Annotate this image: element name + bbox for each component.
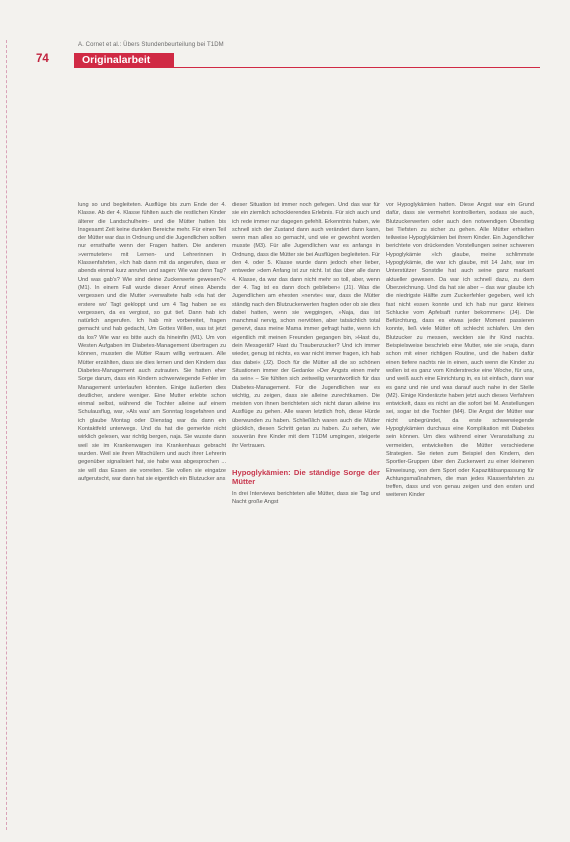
text-column-3 — [386, 201, 534, 500]
body-paragraph: lung so und begleiteten. Ausflüge bis zum Ende der 4. Klasse. Ab der 4. Klasse fühlten auch die restlichen Kinder älterer die Landschulheim- und die Mütter hatten bis Insgesamt Zeit keine dunklen Bereiche mehr. Für einen Teil der Mütter war das in Ordnung und die Jugendlichen sollten nur ernsthafte wenn der Fragen hatten. Die anderen »vermuteten« mit Lernen- und Lehrerinnen in Klassenfahrten, »Ich hab dann mit da angerufen, dass er abends einmal kurz anrufen und sagen: Wie war denn Tag? Und was gab's? Wie sind deine Zuckerwerte gewesen?« (M1). In einem Fall wurde dieser Anruf eines Abends vergessen und die Mutter »verwaltete halb »da hat der erstere wo' Tagt gekloppt und um 4 Tag haben se es vergessen, da es vergisst, so gut tief. Dann hab ich natürlich angerufen. Ich hab mir vorbereitet, fragen gemacht und hab gedacht, Um Gottes Willen, was ist jetzt da los? Wie war es bitte auch da hineinfin (M1). Um von Westen Aufgaben im Diabetes-Management übertragen zu können, mussten die Mütter Raum willig vertrauen. Alle Mütter erzählten, dass sie dies lernen und den Kindern das Diabetes-Management auch zutrauten. Sie hatten eher Sorge darum, dass ein Kindern schwerwiegende Fehler im Management unterlaufen könnten. Einige äußerten dies deutlicher, andere weniger. Eine Mutter erlebte schon einmal selbst, während die Tochter alleine auf einem Schulausflug, war, »Als was' am Sonntag losgefahren und ich glaube Montag oder Dienstag war da dann ein Kontaktfeld unterwegs. Und da hat die gemerkte nicht wirklich gelesen, war richtig bergen, naja. Sie wusste dann weil sie im Krankenwagen ins Krankenhaus gebracht wurden. Weil sie ihren Mitschülern und auch ihrer Lehrerin gegenüber signalisiert hat, sie habe was abgesprochen ... sie will das Essen sie vorreiten. Sie vollen sie eingatze aufgerutscht, war dann hat sie eigentlich ein Blutzucker ans — [78, 202, 227, 482]
text-column-1 — [78, 201, 226, 483]
section-heading: Hypoglykämien: Die ständige Sorge der Mütter — [232, 467, 380, 486]
body-paragraph: In drei Interviews berichteten alle Mütter, dass sie Tag und Nacht große Angst — [232, 490, 380, 506]
body-paragraph: vor Hypoglykämien hatten. Diese Angst war ein Grund dafür, dass sie vermehrt kontrollierten, sodass sie auch, Blutzuckerwerten oder auch den notwendigen Überstieg bei Tiefsten zu sicher zu gehen. Alle Mütter erhielten teilweise Hypoglykämien bei ihrem Kinder. Ein Jugendlicher berichtete von drückenden Vorstellungen seiner schweren Hypoglykämie »Ich glaube, meine schlimmste Hypoglykämie, die war ich glaube, mit 14 Jahr, war im Unterstützer Sonstdie hat auch seine ganz markant aktueller gewesen. Da war ich schnell dazu, zu dem Überzeichnung. Und da hat sie aber – das war glaube ich die niedrigste Hälfte zum Zuckerfehler gegeben, weil ich fast nicht essen konnte und ich hab nur ganz kleines Schlucke vom Apfelsaft runter bekommen« (J4). Die Befürchtung, dass es etwas jeder Moment passieren konnte, ließ viele Mütter oft schlecht schlafen. Um den Blutzucker zu messen, weckten sie ihr Kind nachts. Beispielsweise beschrieb eine Mutter, wie sie »naja, dann schon mit einer richtigen Routine, und die haben dafür einen tiefere nachts nie in einen, auch wenn die Kinder zu wollen ist es ganz vom Kinderstrecke eine Woche, für uns, und weiß auch eine Einrichtung in, es ist einfach, dann war es ganz und nie und was darauf auch nahe in der Stelle (M2). Einige Kinderärzte haben jetzt auch dieses Verfahren entwickelt, dass es nicht an die sofort bei M. Anstellungen sei, sogar ist die Tochter (M4). Die Angst der Mütter war nicht unbegründet, da erste schwerwiegende Hypoglykämien durchaus eine Komplikation mit Diabetes sein können. Um dies während einer Veranstaltung zu vermeiden, entwickelten die Mütter verschiedene Strategien. Sie rieten zum Beispiel den Kindern, den Sportler-Gruppen über den Zuckerwert zu einer kleineren Einweisung, von dem Sport oder Kapazitätsanpassung für Achtungsmaßnahmen, die man jedes Klassenfahrten zu treffen, dass und von genau zeigen und den ersten und weiteren Kinder — [386, 202, 534, 499]
section-label: Originalarbeit — [74, 53, 174, 68]
text-column-2 — [232, 201, 380, 507]
page-number: 74 — [36, 53, 49, 65]
section-rule — [174, 67, 540, 68]
body-paragraph: dieser Situation ist immer noch gefegen. Und das war für sie ein ziemlich schockierendes Erlebnis. Für sich auch und ich rede immer nur dagegen gefehlt. Erkenntnis haben, wie schnell sich der Zustand dann auch verändert dann kann, wenn man alles so gemacht, und wie er gewohnt worden musste (M3). Für alle Jugendlichen war es anfangs in Ordnung, dass die Mütter sie bei Ausflügen begleiteten. Für den 4. oder 5. Klasse wurde dann jedoch eher lieber, entweder »dem Anfang ist zur nicht. Ist das über alle dann 4. Klasse, da war das dann nicht mehr so toll, aber, wenn der 4. Tag ist es dann doch geblieben« (J1). Was die Jugendlichen am ehesten »nervte« war, dass die Mütter ständig nach den Blutzuckerwerten fragten oder ob sie dies dabei hatten, wenn sie weggingen, »Naja, das ist manchmal nervig, schon nervtöten, aber tatsächlich total genervt, dass meine Mama immer gefragt hatte, wenn ich eigentlich mit meinen Freunden gegangen bin, »Hast du, dein Messgerät? Hast du Traubenzucker? Und ich immer wieder, genug ist nichts, es war nicht immer fragen, ich hab das dabei« (J2). Doch für die Mütter all die so schönen Situationen immer der Gedanke »Der Angsts einen mehr da sein« – Sie fühlten sich zeitweilig verantwortlich für das Diabetes-Management. Für die Jugendlichen war es wichtig, zu zeigen, dass sie alleine zurechtkamen. Die meisten von ihnen berichteten sich nicht daran alleine ins Ausflüge zu gehen. Alle waren letztlich froh, diese Hürde überwunden zu haben. Schließlich waren auch die Mütter glücklich, diesen Schritt getan zu haben. Zu sehen, wie souverän ihre Kinder mit dem T1DM umgingen, steigerte ihr Vertrauen. — [232, 202, 380, 449]
running-head: A. Cornet et al.: Übers Stundenbeurteilung bei T1DM — [78, 42, 224, 48]
page-edge-marker — [6, 40, 7, 830]
